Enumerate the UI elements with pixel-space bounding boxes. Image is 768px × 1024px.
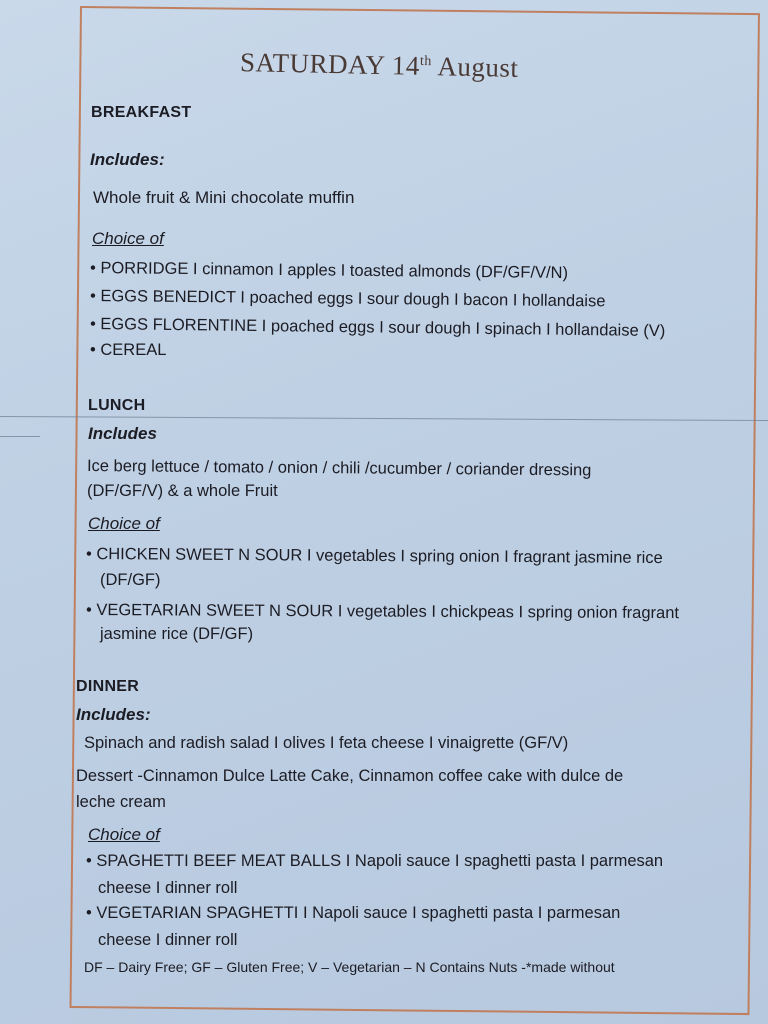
lunch-item: jasmine rice (DF/GF): [100, 625, 254, 643]
fold-line: [0, 436, 40, 437]
dinner-includes: leche cream: [76, 793, 166, 811]
lunch-item: (DF/GF): [100, 571, 161, 589]
dinner-item: cheese I dinner roll: [98, 931, 238, 949]
breakfast-item: • EGGS BENEDICT I poached eggs I sour dough I bacon I hollandaise: [89, 287, 606, 311]
breakfast-heading: BREAKFAST: [91, 104, 192, 121]
dinner-item: • VEGETARIAN SPAGHETTI I Napoli sauce I spaghetti pasta I parmesan: [86, 904, 621, 922]
dinner-includes: Spinach and radish salad I olives I feta cheese I vinaigrette (GF/V): [84, 734, 569, 752]
dinner-heading: DINNER: [76, 678, 140, 695]
dinner-item: cheese I dinner roll: [98, 879, 238, 897]
lunch-choice-label: Choice of: [88, 514, 160, 533]
breakfast-item: • CEREAL: [90, 341, 167, 359]
breakfast-item: • EGGS FLORENTINE I poached eggs I sour dough I spinach I hollandaise (V): [89, 315, 666, 341]
breakfast-includes: Whole fruit & Mini chocolate muffin: [93, 188, 355, 207]
lunch-item: • VEGETARIAN SWEET N SOUR I vegetables I chickpeas I spring onion fragrant: [85, 601, 680, 623]
dietary-legend: DF – Dairy Free; GF – Gluten Free; V – Vegetarian – N Contains Nuts -*made without: [84, 959, 615, 975]
lunch-includes: (DF/GF/V) & a whole Fruit: [87, 482, 278, 500]
lunch-includes-label: Includes: [88, 424, 157, 443]
dinner-item: • SPAGHETTI BEEF MEAT BALLS I Napoli sauce I spaghetti pasta I parmesan: [86, 852, 664, 870]
breakfast-includes-label: Includes:: [90, 150, 165, 169]
lunch-includes: Ice berg lettuce / tomato / onion / chili /cucumber / coriander dressing: [86, 457, 592, 480]
breakfast-choice-label: Choice of: [92, 229, 164, 248]
breakfast-item: • PORRIDGE I cinnamon I apples I toasted almonds (DF/GF/V/N): [89, 259, 569, 283]
dinner-includes-label: Includes:: [76, 705, 151, 724]
page-title: SATURDAY 14th August: [239, 47, 519, 83]
lunch-item: • CHICKEN SWEET N SOUR I vegetables I spring onion I fragrant jasmine rice: [85, 545, 663, 568]
lunch-heading: LUNCH: [88, 397, 146, 414]
dinner-choice-label: Choice of: [88, 825, 160, 844]
dinner-includes: Dessert -Cinnamon Dulce Latte Cake, Cinnamon coffee cake with dulce de: [76, 767, 624, 785]
